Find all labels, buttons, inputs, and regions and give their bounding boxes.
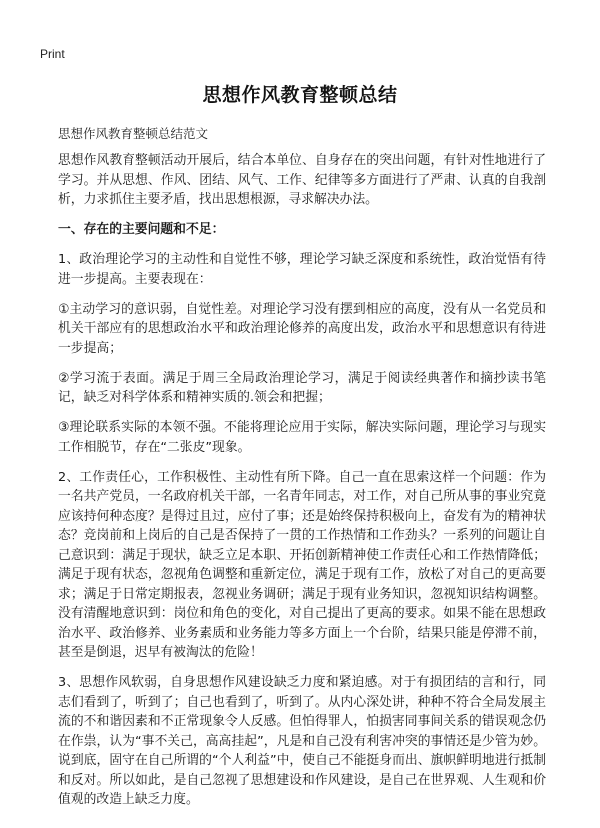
document-subtitle: 思想作风教育整顿总结范文 <box>58 126 209 141</box>
point-2: ②学习流于表面。满足于周三全局政治理论学习，满足于阅读经典著作和摘抄读书笔记，缺乏对科学体系和精神实质的.领会和把握； <box>58 370 546 405</box>
intro-paragraph: 思想作风教育整顿活动开展后，结合本单位、自身存在的突出问题，有针对性地进行了学习。并从思想、作风、团结、风气、工作、纪律等多方面进行了严肃、认真的自我剖析，力求抓住主要矛盾，找出思想根源，寻求解决办法。 <box>58 153 546 207</box>
section-heading: 一、存在的主要问题和不足： <box>58 222 225 237</box>
document-title: 思想作风教育整顿总结 <box>202 84 398 106</box>
paragraph-3: 3、思想作风软弱，自身思想作风建设缺乏力度和紧迫感。对于有损团结的言和行，同志们看到了，听到了；自己也看到了，听到了。从内心深处讲，种种不符合全局发展主流的不和谐因素和不正常现象令人反感。但怕得罪人，怕损害同事间关系的错误观念仍在作祟，认为“事不关己，高高挂起”，凡是和自己没有利害冲突的事情还是少管为妙。说到底，固守在自己所谓的“个人利益”中，使自己不能挺身而出、旗帜鲜明地进行抵制和反对。所以如此，是自己忽视了思想建设和作风建设，是自己在世界观、人生观和价值观的改造上缺乏力度。 <box>58 675 546 807</box>
print-link[interactable]: Print <box>40 47 65 61</box>
document-body <box>58 151 546 820</box>
paragraph-2: 2、工作责任心，工作积极性、主动性有所下降。自己一直在思索这样一个问题：作为一名共产党员，一名政府机关干部，一名青年同志，对工作，对自己所从事的事业究竟应该持何种态度？是得过且过，应付了事；还是始终保持积极向上，奋发有为的精神状态？竞岗前和上岗后的自己是否保持了一贯的工作热情和工作劲头？一系列的问题让自己意识到：满足于现状，缺乏立足本职、开拓创新精神使工作责任心和工作热情降低；满足于现有状态，忽视角色调整和重新定位，满足于现有工作，放松了对自己的更高要求；满足于日常定期报表，忽视业务调研；满足于现有业务知识，忽视知识结构调整。没有清醒地意识到：岗位和角色的变化，对自己提出了更高的要求。如果不能在思想政治水平、政治修养、业务素质和业务能力等多方面上一个台阶，结果只能是停滞不前，甚至是倒退，迟早有被淘汰的危险！ <box>58 469 546 660</box>
paragraph-1: 1、政治理论学习的主动性和自觉性不够，理论学习缺乏深度和系统性，政治觉悟有待进一步提高。主要表现在： <box>58 252 546 287</box>
point-3: ③理论联系实际的本领不强。不能将理论应用于实际，解决实际问题，理论学习与现实工作相脱节，存在“二张皮”现象。 <box>58 420 546 455</box>
point-1: ①主动学习的意识弱，自觉性差。对理论学习没有摆到相应的高度，没有从一名党员和机关干部应有的思想政治水平和政治理论修养的高度出发，政治水平和思想意识有待进一步提高； <box>58 301 546 356</box>
